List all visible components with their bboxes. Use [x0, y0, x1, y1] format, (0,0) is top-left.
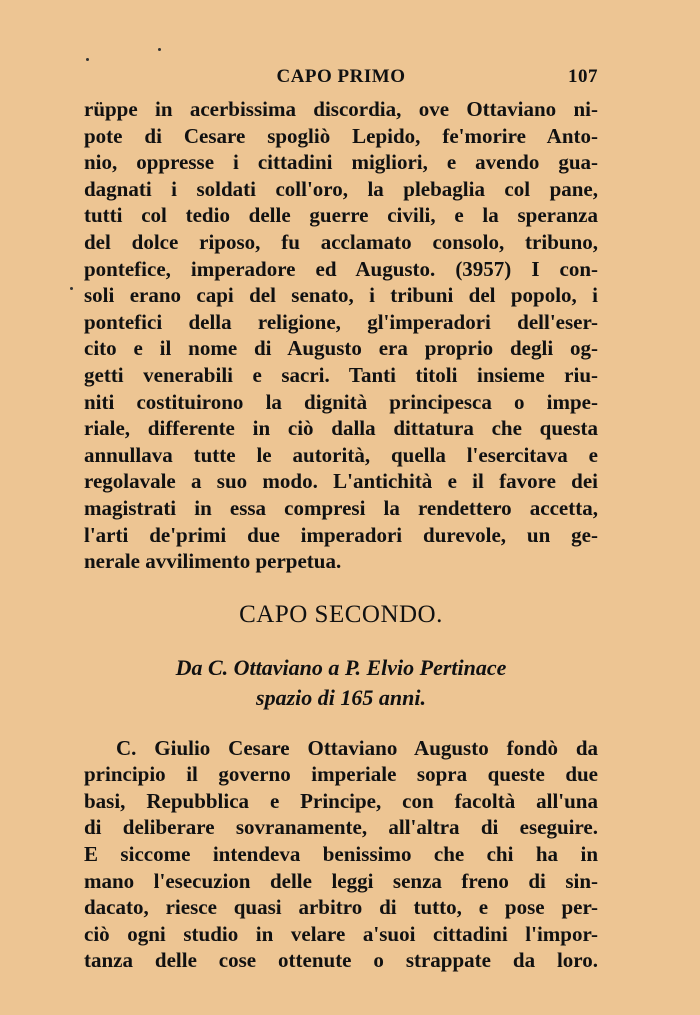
running-header: [84, 66, 598, 96]
ink-speck: [86, 58, 89, 61]
paragraph-capo-secondo: [84, 735, 598, 974]
text-line: rüppe in acerbissima discordia, ove Ottaviano ni-: [84, 97, 598, 121]
text-line: mano l'esecuzion delle leggi senza freno di sin-: [84, 868, 598, 893]
text-line: dagnati i soldati coll'oro, la plebaglia col pane,: [84, 176, 598, 201]
text-line: principio il governo imperiale sopra queste due: [84, 762, 598, 787]
text-line: l'arti de'primi due imperadori durevole, un ge-: [84, 522, 598, 547]
text-line: C. Giulio Cesare Ottaviano Augusto fondò da: [116, 735, 598, 760]
book-page: [84, 66, 598, 974]
text-line: magistrati in essa compresi la rendettero accetta,: [84, 495, 598, 520]
text-line: pontefici della religione, gl'imperadori dell'eser-: [84, 309, 598, 334]
text-line: di deliberare sovranamente, all'altra di eseguire.: [84, 815, 598, 840]
text-line: regolavale a suo modo. L'antichità e il favore dei: [84, 469, 598, 494]
text-line: niti costituirono la dignità principesca o impe-: [84, 389, 598, 414]
subtitle-line: spazio di 165 anni.: [256, 684, 426, 710]
text-line: annullava tutte le autorità, quella l'esercitava e: [84, 442, 598, 467]
page-number: 107: [568, 66, 598, 87]
text-line: dacato, riesce quasi arbitro di tutto, e pose per-: [84, 895, 598, 920]
text-line: nerale avvilimento perpetua.: [84, 549, 342, 574]
text-line: getti venerabili e sacri. Tanti titoli insieme riu-: [84, 362, 598, 387]
text-line: basi, Repubblica e Principe, con facoltà all'una: [84, 788, 598, 813]
text-line: soli erano capi del senato, i tribuni del popolo, i: [84, 283, 598, 308]
running-title: CAPO PRIMO: [276, 66, 406, 87]
text-line: pote di Cesare spogliò Lepido, fe'morire Anto-: [84, 123, 598, 148]
chapter-heading: CAPO SECONDO.: [239, 600, 443, 628]
paragraph-capo-primo: [84, 96, 598, 575]
text-line: pontefice, imperadore ed Augusto. (3957) I con-: [84, 256, 598, 281]
text-line: riale, differente in ciò dalla dittatura che questa: [84, 416, 598, 441]
chapter-subtitle: [84, 653, 598, 713]
text-line: tanza delle cose ottenute o strappate da loro.: [84, 948, 598, 973]
section-gap: [84, 713, 598, 735]
ink-speck: [70, 287, 73, 290]
text-line: del dolce riposo, fu acclamato consolo, tribuno,: [84, 229, 598, 254]
subtitle-line: Da C. Ottaviano a P. Elvio Pertinace: [175, 654, 507, 680]
text-line: tutti col tedio delle guerre civili, e la speranza: [84, 203, 598, 228]
ink-speck: [158, 48, 161, 51]
text-line: ciò ogni studio in velare a'suoi cittadini l'impor-: [84, 921, 598, 946]
text-line: nio, oppresse i cittadini migliori, e avendo gua-: [84, 150, 598, 175]
text-line: E siccome intendeva benissimo che chi ha in: [84, 842, 598, 867]
text-line: cito e il nome di Augusto era proprio degli og-: [84, 336, 598, 361]
